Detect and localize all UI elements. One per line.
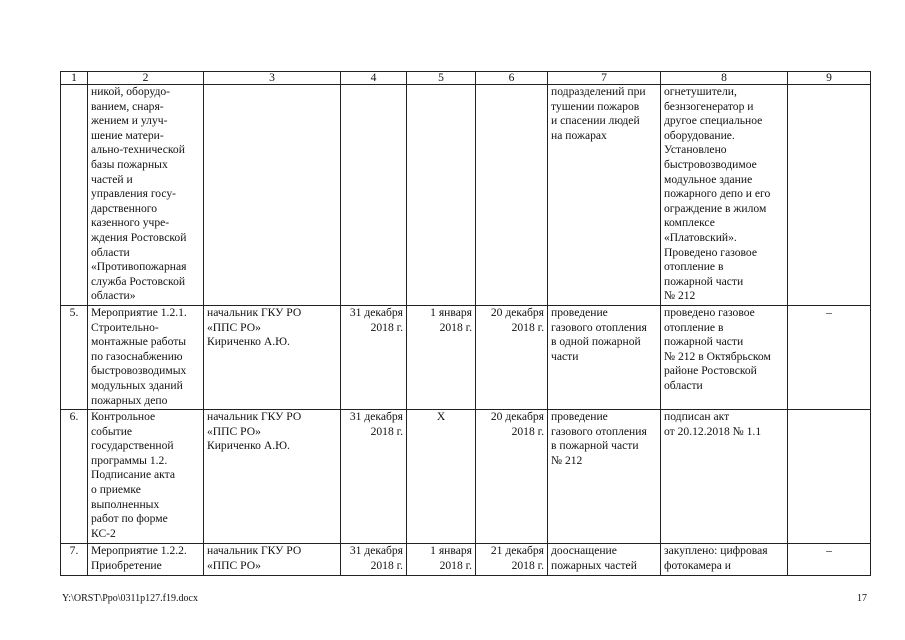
responsible-cell: начальник ГКУ РО «ППС РО» Кириченко А.Ю. <box>204 410 341 544</box>
continuation-row <box>61 85 871 306</box>
plan-table <box>60 71 871 576</box>
row-number-cell <box>61 85 88 306</box>
measure-name-cell: Контрольное событие государственной программы 1.2. Подписание акта о приемке выполненных работ по форме КС-2 <box>88 410 204 544</box>
planned-end-cell <box>341 85 407 306</box>
planned-result-cell: подразделений при тушении пожаров и спасении людей на пожарах <box>548 85 661 306</box>
actual-start-cell: 1 января 2018 г. <box>407 544 476 576</box>
notes-cell: – <box>788 544 871 576</box>
table-row <box>61 306 871 410</box>
actual-result-cell: подписан акт от 20.12.2018 № 1.1 <box>661 410 788 544</box>
column-numbers-row <box>61 72 871 85</box>
responsible-cell: начальник ГКУ РО «ППС РО» <box>204 544 341 576</box>
actual-end-cell: 20 декабря 2018 г. <box>476 410 548 544</box>
responsible-cell <box>204 85 341 306</box>
actual-start-cell: 1 января 2018 г. <box>407 306 476 410</box>
actual-start-cell <box>407 85 476 306</box>
column-number: 7 <box>548 72 661 85</box>
actual-result-cell: проведено газовое отопление в пожарной части № 212 в Октябрьском районе Ростовской области <box>661 306 788 410</box>
actual-result-cell: огнетушители, безнзогенератор и другое специальное оборудование. Установлено быстровозводимое модульное здание пожарного депо и его ограждение в жилом комплексе «Платовский». Проведено газовое отопление в пожарной части № 212 <box>661 85 788 306</box>
actual-start-cell: Х <box>407 410 476 544</box>
table-row <box>61 410 871 544</box>
column-number: 2 <box>88 72 204 85</box>
column-number: 9 <box>788 72 871 85</box>
column-number: 4 <box>341 72 407 85</box>
planned-result-cell: проведение газового отопления в одной пожарной части <box>548 306 661 410</box>
actual-result-cell: закуплено: цифровая фотокамера и <box>661 544 788 576</box>
column-number: 1 <box>61 72 88 85</box>
actual-end-cell <box>476 85 548 306</box>
column-number: 8 <box>661 72 788 85</box>
table-row <box>61 544 871 576</box>
column-number: 5 <box>407 72 476 85</box>
row-number-cell: 5. <box>61 306 88 410</box>
responsible-cell: начальник ГКУ РО «ППС РО» Кириченко А.Ю. <box>204 306 341 410</box>
row-number-cell: 7. <box>61 544 88 576</box>
actual-end-cell: 20 декабря 2018 г. <box>476 306 548 410</box>
measure-name-cell: Мероприятие 1.2.1. Строительно- монтажные работы по газоснабжению быстровозводимых модульных зданий пожарных депо <box>88 306 204 410</box>
footer-page-number: 17 <box>857 593 867 604</box>
planned-end-cell: 31 декабря 2018 г. <box>341 306 407 410</box>
notes-cell: – <box>788 306 871 410</box>
measure-name-cell: никой, оборудо- ванием, снаря- жением и улуч- шение матери- ально-технической базы пожарных частей и управления госу- дарственного казенного учре- ждения Ростовской области «Противопожарная служба Ростовской области» <box>88 85 204 306</box>
column-number: 6 <box>476 72 548 85</box>
notes-cell <box>788 85 871 306</box>
planned-result-cell: дооснащение пожарных частей <box>548 544 661 576</box>
measure-name-cell: Мероприятие 1.2.2. Приобретение <box>88 544 204 576</box>
actual-end-cell: 21 декабря 2018 г. <box>476 544 548 576</box>
column-number: 3 <box>204 72 341 85</box>
planned-end-cell: 31 декабря 2018 г. <box>341 410 407 544</box>
notes-cell <box>788 410 871 544</box>
planned-end-cell: 31 декабря 2018 г. <box>341 544 407 576</box>
planned-result-cell: проведение газового отопления в пожарной части № 212 <box>548 410 661 544</box>
footer-file-path: Y:\ORST\Ppo\0311p127.f19.docx <box>62 593 198 604</box>
row-number-cell: 6. <box>61 410 88 544</box>
